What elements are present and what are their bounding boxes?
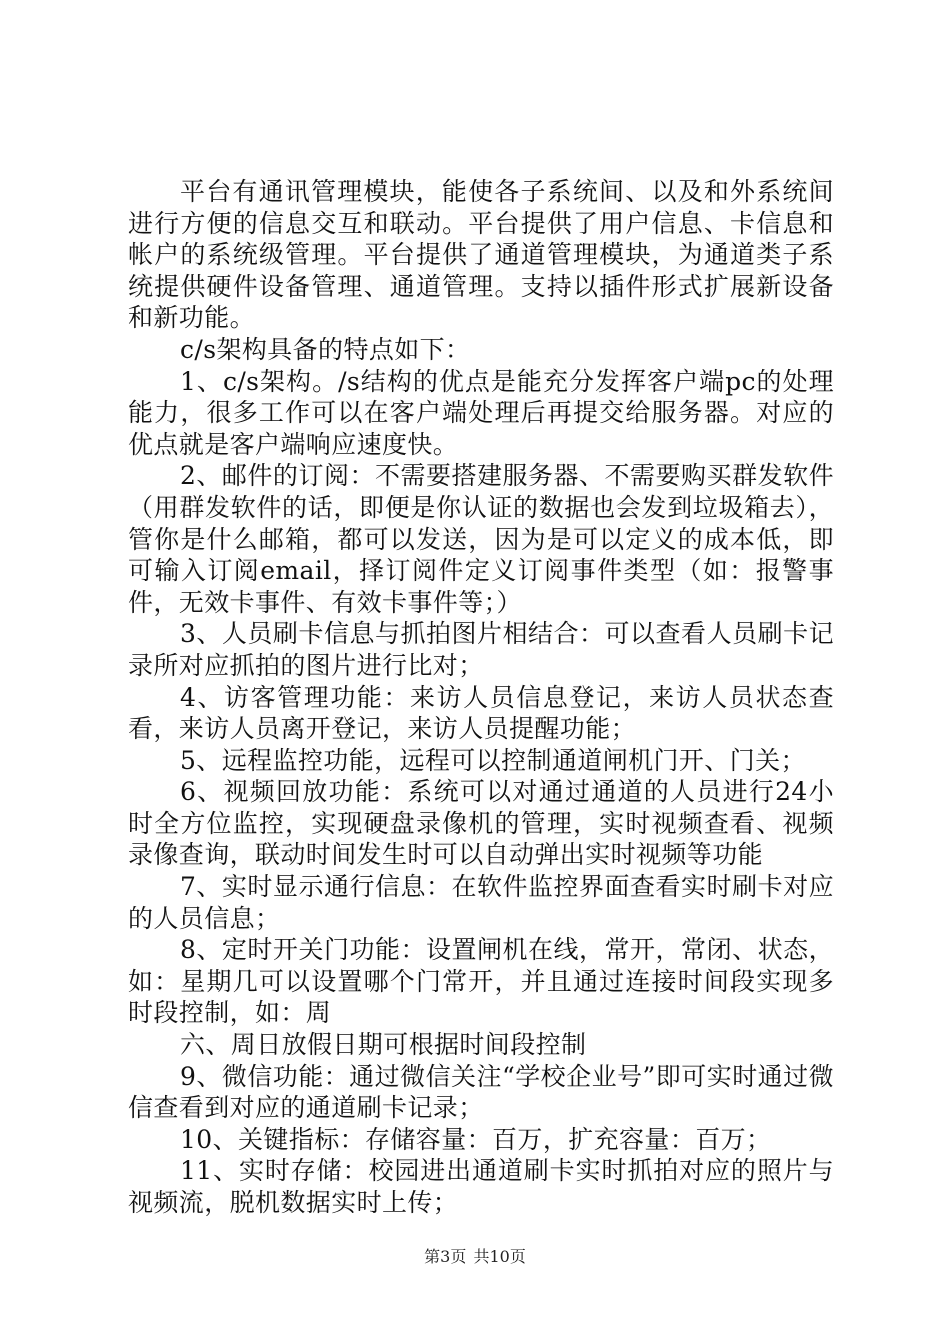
document-body [128, 176, 834, 1219]
page-number: 第3页 [424, 1247, 467, 1266]
page-total: 共10页 [473, 1247, 526, 1266]
paragraph: 6、视频回放功能：系统可以对通过通道的人员进行24小时全方位监控，实现硬盘录像机的管理，实时视频查看、视频录像查询，联动时间发生时可以自动弹出实时视频等功能 [128, 777, 834, 870]
paragraph: 3、人员刷卡信息与抓拍图片相结合：可以查看人员刷卡记录所对应抓拍的图片进行比对； [128, 619, 834, 680]
page-footer [0, 1244, 950, 1267]
paragraph: 10、关键指标：存储容量：百万，扩充容量：百万； [180, 1124, 772, 1154]
paragraph: 2、邮件的订阅：不需要搭建服务器、不需要购买群发软件（用群发软件的话，即便是你认证的数据也会发到垃圾箱去），管你是什么邮箱，都可以发送，因为是可以定义的成本低，即可输入订阅email，择订阅件定义订阅事件类型（如：报警事件，无效卡事件、有效卡事件等；） [128, 461, 834, 617]
paragraph: 8、定时开关门功能：设置闸机在线，常开，常闭、状态，如：星期几可以设置哪个门常开，并且通过连接时间段实现多时段控制，如：周 [128, 935, 834, 1028]
paragraph: 5、远程监控功能，远程可以控制通道闸机门开、门关； [180, 745, 806, 775]
paragraph: 平台有通讯管理模块，能使各子系统间、以及和外系统间进行方便的信息交互和联动。平台提供了用户信息、卡信息和帐户的系统级管理。平台提供了通道管理模块，为通道类子系统提供硬件设备管理、通道管理。支持以插件形式扩展新设备和新功能。 [128, 177, 834, 333]
paragraph: 9、微信功能：通过微信关注“学校企业号”即可实时通过微信查看到对应的通道刷卡记录； [128, 1061, 834, 1123]
paragraph: 11、实时存储：校园进出通道刷卡实时抓拍对应的照片与视频流，脱机数据实时上传； [128, 1156, 834, 1217]
paragraph: 1、c/s架构。/s结构的优点是能充分发挥客户端pc的处理能力，很多工作可以在客户端处理后再提交给服务器。对应的优点就是客户端响应速度快。 [128, 366, 834, 459]
paragraph: 4、访客管理功能：来访人员信息登记，来访人员状态查看，来访人员离开登记，来访人员提醒功能； [128, 682, 834, 744]
paragraph: c/s架构具备的特点如下： [180, 334, 471, 364]
paragraph: 六、周日放假日期可根据时间段控制 [180, 1030, 587, 1060]
paragraph: 7、实时显示通行信息：在软件监控界面查看实时刷卡对应的人员信息； [128, 872, 834, 933]
